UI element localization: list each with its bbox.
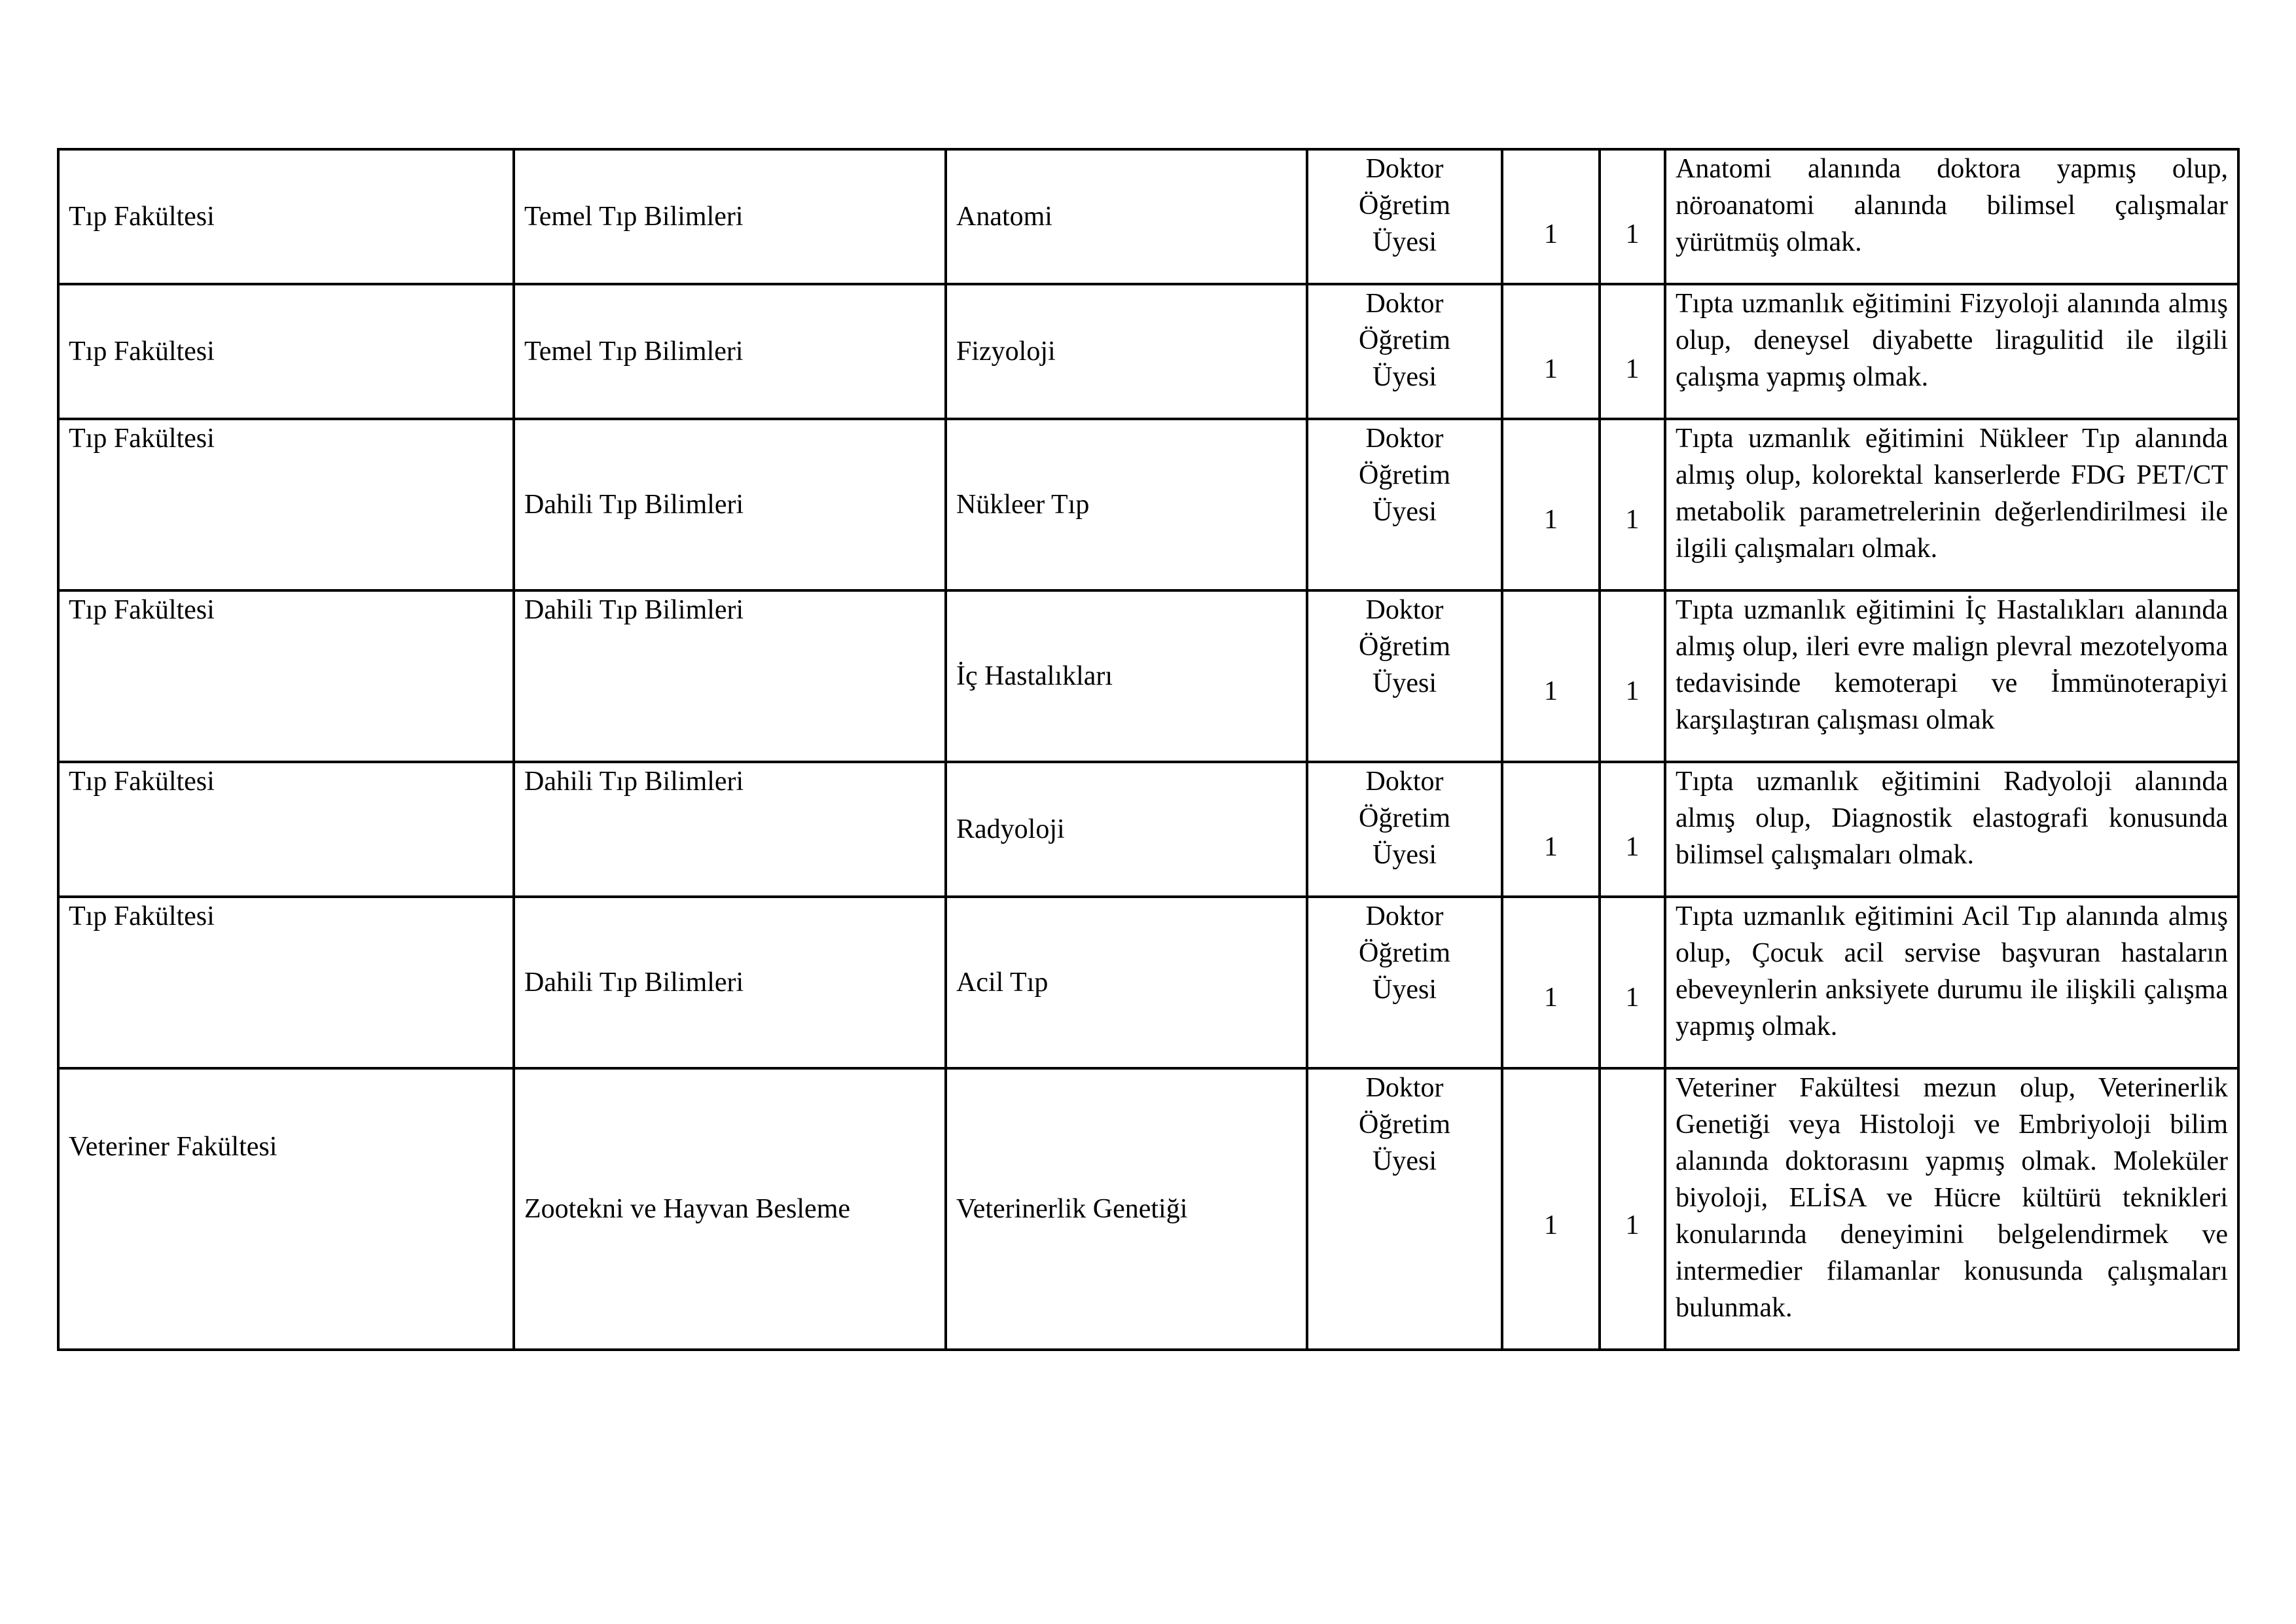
department-cell: Temel Tıp Bilimleri bbox=[514, 149, 946, 284]
positions-cell: 1 bbox=[1600, 590, 1665, 762]
count-cell: 1 bbox=[1502, 762, 1600, 897]
title-line: Öğretim bbox=[1359, 460, 1450, 490]
faculty-cell: Tıp Fakültesi bbox=[58, 897, 514, 1068]
title-line: Öğretim bbox=[1359, 325, 1450, 355]
positions-cell: 1 bbox=[1600, 284, 1665, 419]
department-cell: Dahili Tıp Bilimleri bbox=[514, 897, 946, 1068]
positions-cell: 1 bbox=[1600, 762, 1665, 897]
count-cell: 1 bbox=[1502, 149, 1600, 284]
count-cell: 1 bbox=[1502, 284, 1600, 419]
faculty-cell: Tıp Fakültesi bbox=[58, 419, 514, 590]
requirement-cell bbox=[1665, 149, 2238, 284]
title-line: Üyesi bbox=[1372, 1146, 1437, 1176]
department-cell: Temel Tıp Bilimleri bbox=[514, 284, 946, 419]
title-line: Üyesi bbox=[1372, 975, 1437, 1005]
title-line: Doktor bbox=[1365, 1073, 1444, 1103]
faculty-cell: Tıp Fakültesi bbox=[58, 284, 514, 419]
academic-title-cell bbox=[1307, 1068, 1502, 1350]
title-line: Doktor bbox=[1365, 289, 1444, 319]
table-row bbox=[58, 762, 2238, 897]
positions-cell: 1 bbox=[1600, 897, 1665, 1068]
academic-title-cell bbox=[1307, 149, 1502, 284]
academic-title-cell bbox=[1307, 284, 1502, 419]
requirement-text: Veteriner Fakültesi mezun olup, Veterinerlik Genetiği veya Histoloji ve Embriyoloji bilim alanında doktorasını yapmış olmak. Moleküler biyoloji, ELİSA ve Hücre kültürü teknikleri konularında deneyimini belgelendirmek ve intermedier filamanlar konusunda çalışmaları bulunmak. bbox=[1676, 1073, 2228, 1323]
division-cell: Anatomi bbox=[946, 149, 1307, 284]
department-cell: Dahili Tıp Bilimleri bbox=[514, 590, 946, 762]
faculty-cell: Veteriner Fakültesi bbox=[58, 1068, 514, 1350]
table-row bbox=[58, 284, 2238, 419]
division-cell: Fizyoloji bbox=[946, 284, 1307, 419]
title-line: Üyesi bbox=[1372, 227, 1437, 257]
requirement-text: Tıpta uzmanlık eğitimini Acil Tıp alanında almış olup, Çocuk acil servise başvuran hastaların ebeveynlerin anksiyete durumu ile ilişkili çalışma yapmış olmak. bbox=[1676, 901, 2228, 1041]
positions-cell: 1 bbox=[1600, 1068, 1665, 1350]
requirement-text: Tıpta uzmanlık eğitimini Nükleer Tıp alanında almış olup, kolorektal kanserlerde FDG PET/CT metabolik parametrelerinin değerlendirilmesi ile ilgili çalışmaları olmak. bbox=[1676, 424, 2228, 564]
requirement-cell bbox=[1665, 762, 2238, 897]
title-line: Doktor bbox=[1365, 767, 1444, 797]
requirement-cell bbox=[1665, 284, 2238, 419]
division-cell: Nükleer Tıp bbox=[946, 419, 1307, 590]
count-cell: 1 bbox=[1502, 1068, 1600, 1350]
table-row bbox=[58, 590, 2238, 762]
academic-title-cell bbox=[1307, 897, 1502, 1068]
division-cell: Veterinerlik Genetiği bbox=[946, 1068, 1307, 1350]
requirement-text: Tıpta uzmanlık eğitimini Fizyoloji alanında almış olup, deneysel diyabette liragulitid ile ilgili çalışma yapmış olmak. bbox=[1676, 289, 2228, 392]
academic-title-cell bbox=[1307, 419, 1502, 590]
department-cell: Zootekni ve Hayvan Besleme bbox=[514, 1068, 946, 1350]
faculty-cell: Tıp Fakültesi bbox=[58, 590, 514, 762]
department-cell: Dahili Tıp Bilimleri bbox=[514, 762, 946, 897]
requirement-cell bbox=[1665, 1068, 2238, 1350]
requirement-text: Anatomi alanında doktora yapmış olup, nöroanatomi alanında bilimsel çalışmalar yürütmüş olmak. bbox=[1676, 154, 2228, 257]
positions-cell: 1 bbox=[1600, 149, 1665, 284]
count-cell: 1 bbox=[1502, 419, 1600, 590]
title-line: Üyesi bbox=[1372, 497, 1437, 527]
title-line: Doktor bbox=[1365, 154, 1444, 184]
table-row bbox=[58, 897, 2238, 1068]
title-line: Öğretim bbox=[1359, 190, 1450, 221]
department-cell: Dahili Tıp Bilimleri bbox=[514, 419, 946, 590]
staff-positions-table bbox=[57, 148, 2240, 1351]
title-line: Doktor bbox=[1365, 901, 1444, 931]
title-line: Öğretim bbox=[1359, 1110, 1450, 1140]
requirement-text: Tıpta uzmanlık eğitimini İç Hastalıkları alanında almış olup, ileri evre malign plevral mezotelyoma tedavisinde kemoterapi ve İmmünoterapiyi karşılaştıran çalışması olmak bbox=[1676, 595, 2228, 735]
title-line: Öğretim bbox=[1359, 632, 1450, 662]
requirement-text: Tıpta uzmanlık eğitimini Radyoloji alanında almış olup, Diagnostik elastografi konusunda bilimsel çalışmaları olmak. bbox=[1676, 767, 2228, 870]
title-line: Üyesi bbox=[1372, 840, 1437, 870]
faculty-cell: Tıp Fakültesi bbox=[58, 149, 514, 284]
requirement-cell bbox=[1665, 897, 2238, 1068]
requirement-cell bbox=[1665, 590, 2238, 762]
faculty-cell: Tıp Fakültesi bbox=[58, 762, 514, 897]
academic-title-cell bbox=[1307, 590, 1502, 762]
division-cell: Acil Tıp bbox=[946, 897, 1307, 1068]
title-line: Doktor bbox=[1365, 424, 1444, 454]
title-line: Doktor bbox=[1365, 595, 1444, 625]
title-line: Öğretim bbox=[1359, 938, 1450, 968]
table-row bbox=[58, 1068, 2238, 1350]
title-line: Üyesi bbox=[1372, 362, 1437, 392]
positions-cell: 1 bbox=[1600, 419, 1665, 590]
table-row bbox=[58, 149, 2238, 284]
division-cell: İç Hastalıkları bbox=[946, 590, 1307, 762]
title-line: Üyesi bbox=[1372, 668, 1437, 698]
table-row bbox=[58, 419, 2238, 590]
academic-title-cell bbox=[1307, 762, 1502, 897]
division-cell: Radyoloji bbox=[946, 762, 1307, 897]
title-line: Öğretim bbox=[1359, 803, 1450, 833]
requirement-cell bbox=[1665, 419, 2238, 590]
count-cell: 1 bbox=[1502, 897, 1600, 1068]
count-cell: 1 bbox=[1502, 590, 1600, 762]
